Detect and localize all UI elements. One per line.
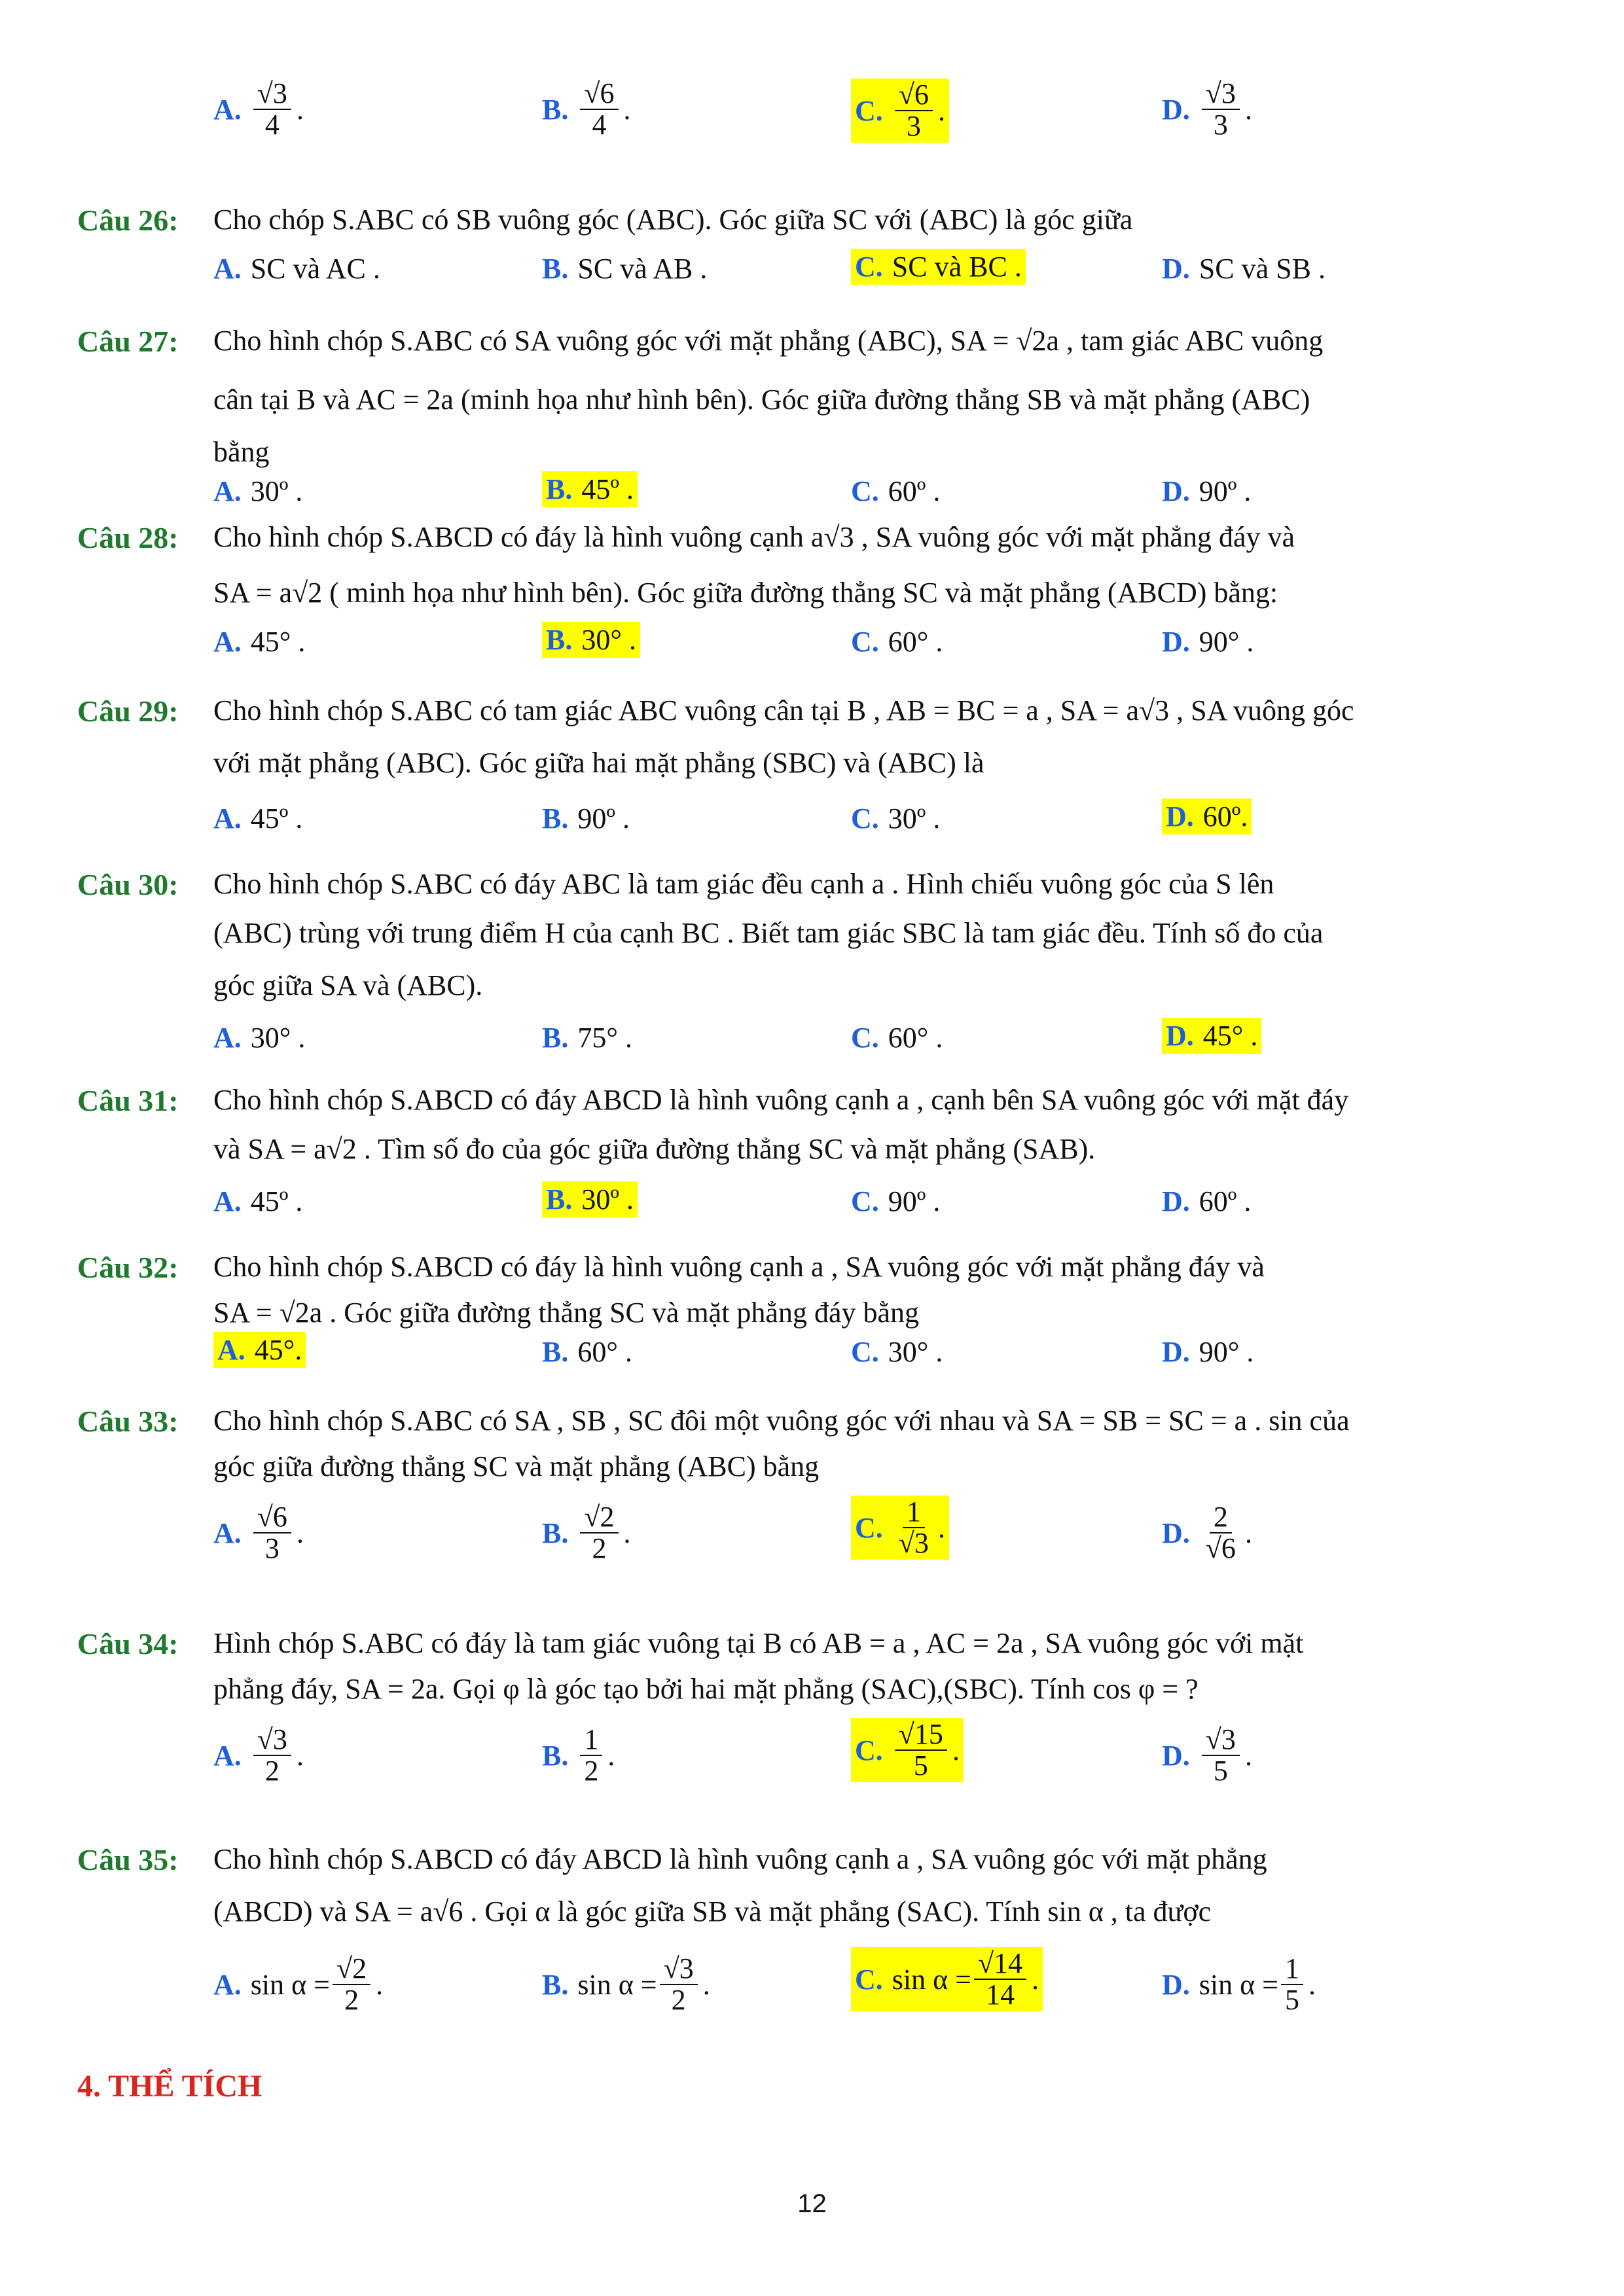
denominator: 3 (1213, 109, 1228, 141)
option-d (1162, 79, 1252, 140)
question-label: Câu 28: (77, 521, 179, 554)
question-stem: phẳng đáy, SA = 2a. Gọi φ là góc tạo bởi hai mặt phẳng (SAC),(SBC). Tính cos φ = ? (213, 1673, 1199, 1705)
question-stem: và SA = a√2 . Tìm số đo của góc giữa đường thẳng SC và mặt phẳng (SAB). (213, 1133, 1096, 1165)
question-stem: Cho chóp S.ABC có SB vuông góc (ABC). Góc giữa SC với (ABC) là góc giữa (213, 204, 1133, 236)
question-stem: với mặt phẳng (ABC). Góc giữa hai mặt phẳng (SBC) và (ABC) là (213, 747, 984, 779)
question-label: Câu 26: (77, 204, 179, 237)
numerator: √6 (580, 79, 618, 110)
question-stem: Cho hình chóp S.ABC có tam giác ABC vuông cân tại B , AB = BC = a , SA = a√3 , SA vuông góc (213, 694, 1354, 726)
numerator: 2 (1210, 1502, 1232, 1534)
question-stem: cân tại B và AC = 2a (minh họa như hình bên). Góc giữa đường thẳng SB và mặt phẳng (ABC) (213, 384, 1310, 416)
option-a (213, 252, 380, 285)
option-text: 30° . (888, 1336, 943, 1368)
fraction (253, 1725, 291, 1786)
question-label: Câu 33: (77, 1405, 179, 1438)
option-letter: C. (855, 1963, 883, 1996)
option-letter: D. (1162, 1185, 1190, 1217)
denominator: 2 (671, 1984, 686, 2017)
option-text: 30º . (888, 802, 941, 834)
option-c (851, 1496, 949, 1560)
option-c (851, 475, 940, 508)
option-letter: C. (855, 94, 883, 127)
option-a (213, 1954, 383, 2015)
option-text: 90° . (1199, 1336, 1254, 1368)
option-d (1162, 252, 1326, 285)
option-letter: B. (542, 1022, 569, 1054)
option-b (542, 1335, 632, 1369)
option-c (851, 1021, 943, 1054)
question-label: Câu 27: (77, 325, 179, 358)
option-text: 90º . (1199, 475, 1252, 507)
option-text: 60° . (888, 626, 943, 658)
option-letter: A. (213, 1022, 242, 1054)
option-end: . (296, 1739, 304, 1772)
option-end: . (1032, 1963, 1039, 1996)
option-letter: D. (1162, 93, 1190, 126)
denominator: 5 (913, 1749, 928, 1782)
option-text: 60º . (888, 475, 941, 507)
numerator: √3 (1202, 79, 1240, 110)
option-letter: A. (213, 253, 242, 285)
option-letter: B. (542, 1739, 569, 1772)
option-letter: B. (542, 802, 569, 834)
option-b (542, 79, 631, 140)
option-text: 90º . (577, 802, 630, 834)
option-end: . (296, 93, 304, 126)
option-text: 60° . (577, 1336, 632, 1368)
option-prefix: sin α = (1199, 1968, 1278, 2001)
option-a (213, 802, 302, 835)
option-a (213, 475, 302, 508)
denominator: 2 (584, 1755, 599, 1787)
option-letter: D. (1162, 626, 1190, 658)
page-number: 12 (797, 2189, 827, 2218)
option-text: 75° . (577, 1022, 632, 1054)
denominator: 5 (1213, 1755, 1228, 1787)
numerator: √6 (895, 80, 933, 111)
option-text: 45°. (254, 1334, 302, 1366)
denominator: 14 (986, 1979, 1015, 2011)
option-letter: B. (546, 1183, 573, 1215)
option-letter: D. (1162, 1516, 1190, 1549)
option-text: SC và SB . (1199, 253, 1326, 285)
question-25-options (0, 72, 1624, 170)
numerator: √3 (1202, 1725, 1240, 1756)
option-text: SC và AB . (577, 253, 708, 285)
option-letter: B. (542, 1336, 569, 1368)
option-end: . (1244, 93, 1252, 126)
option-text: 30° . (581, 624, 636, 656)
option-c (851, 625, 943, 658)
numerator: √3 (253, 1725, 291, 1756)
question-stem: Hình chóp S.ABC có đáy là tam giác vuông tại B có AB = a , AC = 2a , SA vuông góc với mặt (213, 1627, 1304, 1659)
option-text: 45° . (250, 626, 306, 658)
fraction (580, 1725, 602, 1786)
option-end: . (937, 94, 945, 127)
option-letter: A. (213, 802, 242, 834)
option-a (213, 1021, 305, 1054)
option-letter: D. (1162, 1739, 1190, 1772)
option-text: 60º . (1199, 1185, 1252, 1217)
option-letter: B. (546, 473, 573, 505)
fraction (895, 1497, 933, 1558)
numerator: √6 (253, 1502, 291, 1534)
option-end: . (937, 1511, 945, 1544)
denominator: 4 (592, 109, 607, 141)
option-b (542, 1181, 638, 1217)
option-letter: D. (1162, 1336, 1190, 1368)
option-letter: A. (213, 1968, 242, 2001)
option-letter: A. (217, 1334, 245, 1366)
option-end: . (623, 93, 631, 126)
question-stem: SA = a√2 ( minh họa như hình bên). Góc giữa đường thẳng SC và mặt phẳng (ABCD) bằng: (213, 577, 1278, 609)
option-letter: D. (1162, 1968, 1190, 2001)
denominator: 3 (906, 110, 921, 143)
fraction (580, 1502, 618, 1564)
option-text: 45º . (581, 473, 634, 505)
option-letter: B. (546, 624, 573, 656)
option-letter: A. (213, 1739, 242, 1772)
option-end: . (376, 1968, 384, 2001)
numerator: √3 (660, 1954, 698, 1985)
denominator: 3 (264, 1532, 280, 1565)
option-text: SC và AC . (250, 253, 380, 285)
fraction (1281, 1954, 1303, 2015)
option-text: 30º . (250, 475, 303, 507)
option-letter: C. (851, 1185, 879, 1217)
question-stem: Cho hình chóp S.ABCD có đáy ABCD là hình vuông cạnh a , cạnh bên SA vuông góc với mặt đáy (213, 1084, 1349, 1116)
option-b (542, 471, 638, 507)
option-letter: D. (1166, 1020, 1194, 1052)
fraction (580, 79, 618, 140)
option-d (1162, 1502, 1252, 1564)
option-a (213, 1502, 304, 1564)
option-c (851, 1718, 964, 1782)
option-text: 90º . (888, 1185, 941, 1217)
denominator: 2 (344, 1984, 359, 2017)
option-end: . (702, 1968, 710, 2001)
option-text: 30° . (250, 1022, 306, 1054)
numerator: √3 (253, 79, 291, 110)
option-d (1162, 475, 1251, 508)
option-letter: B. (542, 1516, 569, 1549)
option-c (851, 79, 949, 143)
option-letter: A. (213, 1516, 242, 1549)
option-letter: C. (851, 626, 879, 658)
option-text: 60º. (1202, 800, 1248, 833)
numerator: √14 (974, 1948, 1026, 1980)
option-end: . (1244, 1739, 1252, 1772)
option-letter: A. (213, 475, 242, 507)
question-stem: (ABC) trùng với trung điểm H của cạnh BC . Biết tam giác SBC là tam giác đều. Tính số đo của (213, 917, 1324, 949)
option-b (542, 1725, 615, 1786)
question-stem: góc giữa SA và (ABC). (213, 969, 483, 1001)
option-letter: D. (1166, 800, 1194, 833)
option-end: . (623, 1516, 631, 1549)
numerator: 1 (903, 1497, 925, 1528)
question-stem: bằng (213, 436, 270, 468)
section-heading: 4. THỂ TÍCH (77, 2069, 262, 2104)
option-end: . (1244, 1516, 1252, 1549)
fraction (895, 1719, 947, 1781)
fraction (1202, 1502, 1240, 1564)
option-c (851, 1947, 1043, 2011)
question-stem: Cho hình chóp S.ABCD có đáy là hình vuông cạnh a√3 , SA vuông góc với mặt phẳng đáy và (213, 521, 1295, 553)
option-b (542, 1021, 632, 1054)
option-letter: C. (851, 475, 879, 507)
option-prefix: sin α = (250, 1968, 330, 2001)
denominator: 4 (264, 109, 280, 141)
question-label: Câu 29: (77, 694, 179, 728)
numerator: 1 (1281, 1954, 1303, 1985)
question-stem: Cho hình chóp S.ABCD có đáy là hình vuông cạnh a , SA vuông góc với mặt phẳng đáy và (213, 1251, 1265, 1283)
option-c (851, 249, 1026, 285)
denominator: 2 (592, 1532, 607, 1565)
option-prefix: sin α = (577, 1968, 657, 2001)
question-label: Câu 30: (77, 868, 179, 901)
option-letter: A. (213, 1185, 242, 1217)
option-a (213, 1185, 302, 1218)
fraction (253, 1502, 291, 1564)
option-letter: D. (1162, 253, 1190, 285)
option-c (851, 1185, 940, 1218)
question-stem: góc giữa đường thẳng SC và mặt phẳng (ABC) bằng (213, 1450, 820, 1482)
question-stem: (ABCD) và SA = a√6 . Gọi α là góc giữa SB và mặt phẳng (SAC). Tính sin α , ta được (213, 1895, 1212, 1928)
denominator: 2 (264, 1755, 280, 1787)
question-label: Câu 32: (77, 1251, 179, 1284)
numerator: √2 (580, 1502, 618, 1534)
option-end: . (1308, 1968, 1316, 2001)
numerator: √2 (333, 1954, 370, 1985)
fraction (895, 80, 933, 141)
option-d (1162, 625, 1254, 658)
fraction (333, 1954, 370, 2015)
option-letter: A. (213, 93, 242, 126)
option-b (542, 622, 640, 658)
option-d (1162, 1185, 1251, 1218)
option-d (1162, 798, 1252, 834)
option-c (851, 802, 940, 835)
question-stem: Cho hình chóp S.ABC có SA , SB , SC đôi một vuông góc với nhau và SA = SB = SC = a . sin của (213, 1405, 1350, 1437)
option-letter: C. (851, 1336, 879, 1368)
option-d (1162, 1335, 1254, 1369)
option-a (213, 625, 305, 658)
fraction (253, 79, 291, 140)
question-stem: Cho hình chóp S.ABC có đáy ABC là tam giác đều cạnh a . Hình chiếu vuông góc của S lên (213, 868, 1274, 900)
option-prefix: sin α = (892, 1963, 971, 1996)
option-letter: C. (851, 1022, 879, 1054)
option-letter: B. (542, 1968, 569, 2001)
option-d (1162, 1725, 1252, 1786)
question-stem: Cho hình chóp S.ABC có SA vuông góc với mặt phẳng (ABC), SA = √2a , tam giác ABC vuông (213, 325, 1324, 357)
option-a (213, 1332, 306, 1368)
option-end: . (952, 1734, 960, 1767)
option-letter: C. (855, 1734, 883, 1767)
option-end: . (607, 1739, 615, 1772)
option-end: . (296, 1516, 304, 1549)
numerator: √15 (895, 1719, 947, 1751)
fraction (974, 1948, 1026, 2010)
option-b (542, 1954, 710, 2015)
option-d (1162, 1954, 1316, 2015)
option-letter: C. (851, 802, 879, 834)
option-text: 90° . (1199, 626, 1254, 658)
option-letter: B. (542, 93, 569, 126)
fraction (660, 1954, 698, 2015)
denominator: 5 (1285, 1984, 1299, 2017)
option-text: 45° . (1202, 1020, 1258, 1052)
question-stem: Cho hình chóp S.ABCD có đáy ABCD là hình vuông cạnh a , SA vuông góc với mặt phẳng (213, 1843, 1267, 1875)
option-a (213, 1725, 304, 1786)
option-b (542, 802, 630, 835)
fraction (1202, 79, 1240, 140)
option-d (1162, 1018, 1261, 1054)
question-label: Câu 31: (77, 1084, 179, 1117)
option-a (213, 79, 304, 140)
denominator: √6 (1205, 1532, 1236, 1565)
question-label: Câu 34: (77, 1627, 179, 1660)
option-c (851, 1335, 943, 1369)
denominator: √3 (898, 1527, 929, 1560)
option-text: 45º . (250, 802, 303, 834)
option-letter: D. (1162, 475, 1190, 507)
option-letter: C. (855, 1511, 883, 1544)
option-letter: C. (855, 251, 883, 283)
option-text: 60° . (888, 1022, 943, 1054)
option-letter: B. (542, 253, 569, 285)
fraction (1202, 1725, 1240, 1786)
option-letter: A. (213, 626, 242, 658)
option-text: SC và BC . (892, 251, 1022, 283)
option-text: 30º . (581, 1183, 634, 1215)
option-b (542, 1502, 631, 1564)
option-text: 45º . (250, 1185, 303, 1217)
question-label: Câu 35: (77, 1843, 179, 1876)
question-stem: SA = √2a . Góc giữa đường thẳng SC và mặt phẳng đáy bằng (213, 1297, 919, 1329)
option-b (542, 252, 707, 285)
numerator: 1 (580, 1725, 602, 1756)
